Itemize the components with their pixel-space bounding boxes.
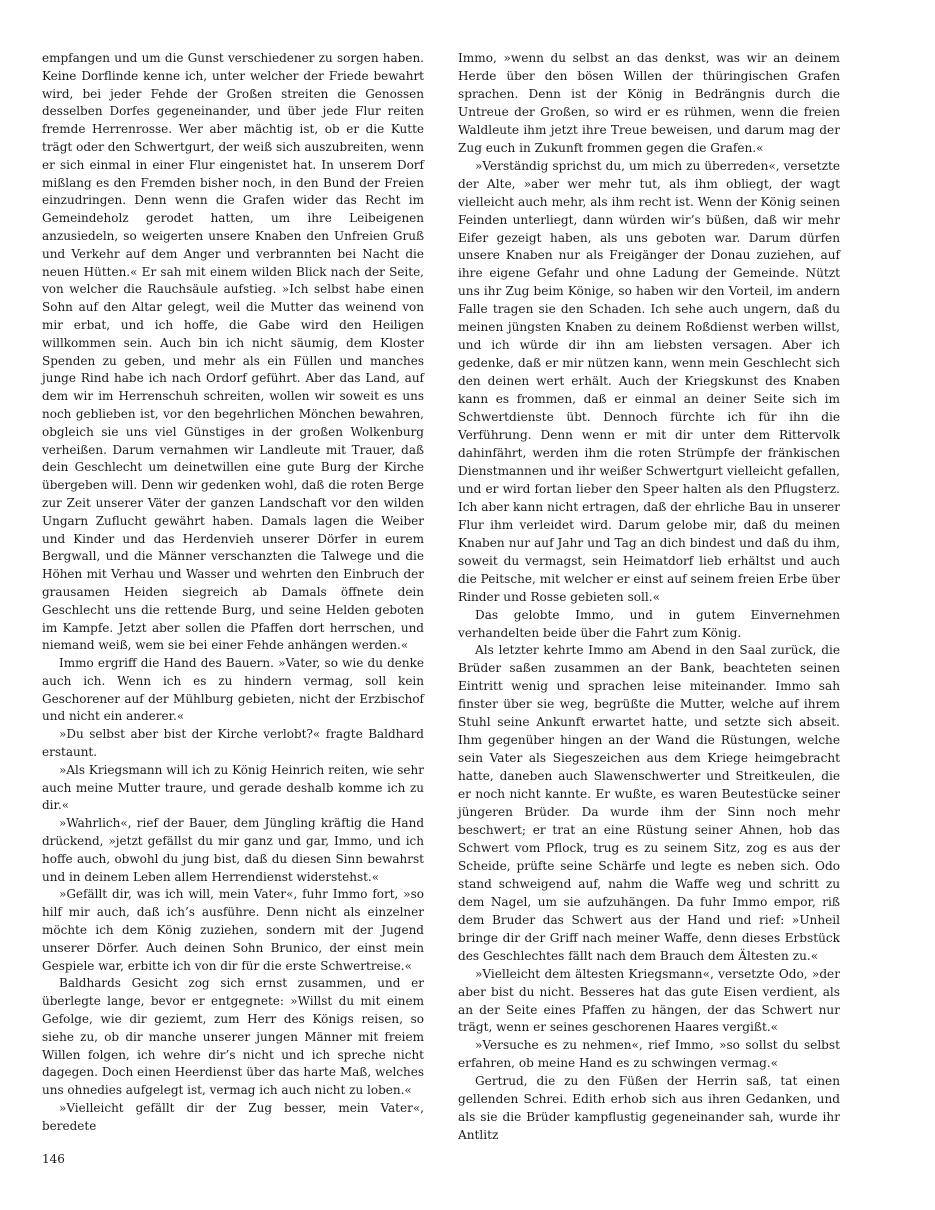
paragraph: »Verständig sprichst du, um mich zu überreden«, versetzte der Alte, »aber wer mehr tut, als ihm obliegt, der wagt vielleicht auch mehr, als ihm recht ist. Wenn der König seinen Feinden unterliegt, dann würden wir’s büßen, daß wir mehr Eifer gezeigt haben, als uns geboten war. Darum dürfen unsere Knaben nur als Freigänger der Donau zuziehen, auf ihre eigene Gefahr und ohne Ladung der Gemeinde. Nützt uns ihr Zug beim Könige, so haben wir den Vorteil, im andern Falle tragen sie den Schaden. Ich sehe auch ungern, daß du meinen jüngsten Knaben zu deinem Roßdienst werben willst, und ich würde dir ihn am liebsten versagen. Aber ich gedenke, daß er mir nützen kann, wenn mein Geschlecht sich den deinen wert erhält. Auch der Kriegskunst des Knaben kann es frommen, daß er einmal an deiner Seite sich im Schwertdienste übt. Dennoch fürchte ich für ihn die Verführung. Denn wenn er mit dir unter dem Rittervolk dahinfährt, werden ihm die roten Strümpfe der fränkischen Dienstmannen und ihr weißer Schwertgurt vielleicht gefallen, und er wird fortan lieber den Speer halten als den Pflugsterz. Ich aber kann nicht ertragen, daß der ehrliche Bau in unserer Flur ihm verleidet wird. Darum gelobe mir, daß du meinen Knaben nur auf Jahr und Tag an dich bindest und daß du ihm, soweit du vermagst, sein Heimatdorf lieb erhältst und auch die Peitsche, mit welcher er einst auf seinem freien Erbe über Rinder und Rosse gebieten soll.« — [458, 158, 840, 604]
paragraph: Als letzter kehrte Immo am Abend in den Saal zurück, die Brüder saßen zusammen an der Bank, beachteten seinen Eintritt wenig und sprachen leise miteinander. Immo sah finster über sie weg, begrüßte die Mutter, welche auf ihrem Stuhl seine Ankunft erwartet hatte, und setzte sich abseit. Ihm gegenüber hingen an der Wand die Rüstungen, welche sein Vater als Siegeszeichen aus dem Kriege heimgebracht hatte, daneben auch Slawenschwerter und Streitkeulen, die er noch nicht kannte. Er wußte, es waren Beutestücke seiner jüngeren Brüder. Da wurde ihm der Sinn noch mehr beschwert; er trat an eine Rüstung seiner Ahnen, hob das Schwert vom Pflock, trug es zu seinem Sitz, zog es aus der Scheide, prüfte seine Schärfe und legte es neben sich. Odo stand schweigend auf, nahm die Waffe weg und schritt zu dem Nagel, um sie aufzuhängen. Da fuhr Immo empor, riß dem Bruder das Schwert aus der Hand und rief: »Unheil bringe dir der Griff nach meiner Waffe, denn dieses Erbstück des Geschlechtes fällt nach dem Brauch dem Ältesten zu.« — [458, 643, 840, 963]
paragraph: Immo ergriff die Hand des Bauern. »Vater, so wie du denke auch ich. Wenn ich es zu hindern vermag, soll kein Geschorener auf der Mühlburg gebieten, nicht der Erzbischof und nicht ein anderer.« — [42, 656, 424, 724]
paragraph: »Vielleicht dem ältesten Kriegsmann«, versetzte Odo, »der aber bist du nicht. Besseres hat das gute Eisen verdient, als an der Seite eines Pfaffen zu hängen, der das Schwert nur trägt, wenn er seines geschorenen Haares vergißt.« — [458, 966, 840, 1035]
paragraph: »Als Kriegsmann will ich zu König Heinrich reiten, wie sehr auch meine Mutter traure, und gerade deshalb komme ich zu dir.« — [42, 762, 424, 813]
paragraph: Das gelobte Immo, und in gutem Einvernehmen verhandelten beide über die Fahrt zum König. — [458, 607, 840, 640]
left-column — [42, 50, 424, 1136]
paragraph: Gertrud, die zu den Füßen der Herrin saß, tat einen gellenden Schrei. Edith erhob sich aus ihren Gedanken, und als sie die Brüder kampflustig gegeneinander sah, wurde ihr Antlitz — [458, 1074, 840, 1143]
paragraph: Baldhards Gesicht zog sich ernst zusammen, und er überlegte lange, bevor er entgegnete: »Willst du mit einem Gefolge, wie dir geziemt, zum Herr des Königs reisen, so siehe zu, ob dir manche unserer jungen Männer mit freiem Willen folgen, ich wehre dir’s nicht und ich spreche nicht dagegen. Doch einen Heerdienst über das harte Maß, welches uns ohnedies aufgelegt ist, vermag ich auch nicht zu loben.« — [42, 976, 424, 1098]
right-column — [458, 50, 840, 1145]
paragraph: »Gefällt dir, was ich will, mein Vater«, fuhr Immo fort, »so hilf mir auch, daß ich’s ausführe. Denn nicht als einzelner möchte ich dem König zuziehen, sondern mit der Jugend unserer Dörfer. Auch deinen Sohn Brunico, der einst mein Gespiele war, erbitte ich von dir für die erste Schwertreise.« — [42, 887, 424, 973]
paragraph: Immo, »wenn du selbst an das denkst, was wir an deinem Herde über den bösen Willen der thüringischen Grafen sprachen. Denn ist der König in Bedrängnis durch die Untreue der Großen, so wird er es rühmen, wenn die freien Waldleute ihm jetzt ihre Treue beweisen, und darum mag der Zug euch in Zukunft frommen gegen die Grafen.« — [458, 51, 840, 155]
page-number: 146 — [42, 1152, 65, 1166]
paragraph: empfangen und um die Gunst verschiedener zu sorgen haben. Keine Dorflinde kenne ich, unter welcher der Friede bewahrt wird, bei jeder Fehde der Großen streiten die Genossen desselben Dorfes gegeneinander, und über jede Flur reiten fremde Herrenrosse. Wer aber mächtig ist, ob er die Kutte trägt oder den Schwertgurt, der weiß sich auszubreiten, wenn er sich einmal in einer Flur eingenistet hat. In unserem Dorf mißlang es den Fremden bisher noch, in den Bund der Freien einzudringen. Denn wenn die Grafen wider das Recht im Gemeindeholz gerodet hatten, um ihre Leibeigenen anzusiedeln, so weigerten unsere Knaben den Unfreien Gruß und Verkehr auf dem Anger und verbrannten bei Nacht die neuen Hütten.« Er sah mit einem wilden Blick nach der Seite, von welcher die Rauchsäule aufstieg. »Ich selbst habe einen Sohn auf den Altar gelegt, weil die Mutter das weinend von mir erbat, und ich hoffe, die Gabe wird den Heiligen willkommen sein. Auch bin ich nicht säumig, dem Kloster Spenden zu geben, und mehr als ein Füllen und manches junge Rind habe ich nach Ordorf geführt. Aber das Land, auf dem wir im Herrenschuh schreiten, wollen wir soweit es uns noch geblieben ist, vor den begehrlichen Mönchen bewahren, obgleich sie uns viel Günstiges in der großen Wolkenburg verheißen. Darum vernahmen wir Landleute mit Trauer, daß dein Geschlecht um deinetwillen eine gute Burg der Kirche übergeben will. Denn wir gedenken wohl, daß die roten Berge zur Zeit unserer Väter der ganzen Landschaft vor den wilden Ungarn Zuflucht gewährt haben. Damals lagen die Weiber und Kinder und das Herdenvieh unserer Dörfer in eurem Bergwall, und die Männer verschanzten die Talwege und die Höhen mit Verhau und Wasser und wehrten den Einbruch der grausamen Heiden siegreich ab Damals öffnete dein Geschlecht uns die rettende Burg, und seine Helden geboten im Kampfe. Jetzt aber sollen die Pfaffen dort herrschen, und niemand weiß, wem sie bei einer Fehde anhängen werden.« — [42, 51, 424, 653]
paragraph: »Du selbst aber bist der Kirche verlobt?« fragte Baldhard erstaunt. — [42, 727, 424, 760]
paragraph: »Versuche es zu nehmen«, rief Immo, »so sollst du selbst erfahren, ob meine Hand es zu schwingen vermag.« — [458, 1038, 840, 1071]
paragraph: »Wahrlich«, rief der Bauer, dem Jüngling kräftig die Hand drückend, »jetzt gefällst du mir ganz und gar, Immo, und ich hoffe auch, obwohl du jung bist, daß du diesen Sinn bewahrst und in deinem Leben allem Herrendienst widerstehst.« — [42, 816, 424, 884]
paragraph: »Vielleicht gefällt dir der Zug besser, mein Vater«, beredete — [42, 1101, 424, 1133]
